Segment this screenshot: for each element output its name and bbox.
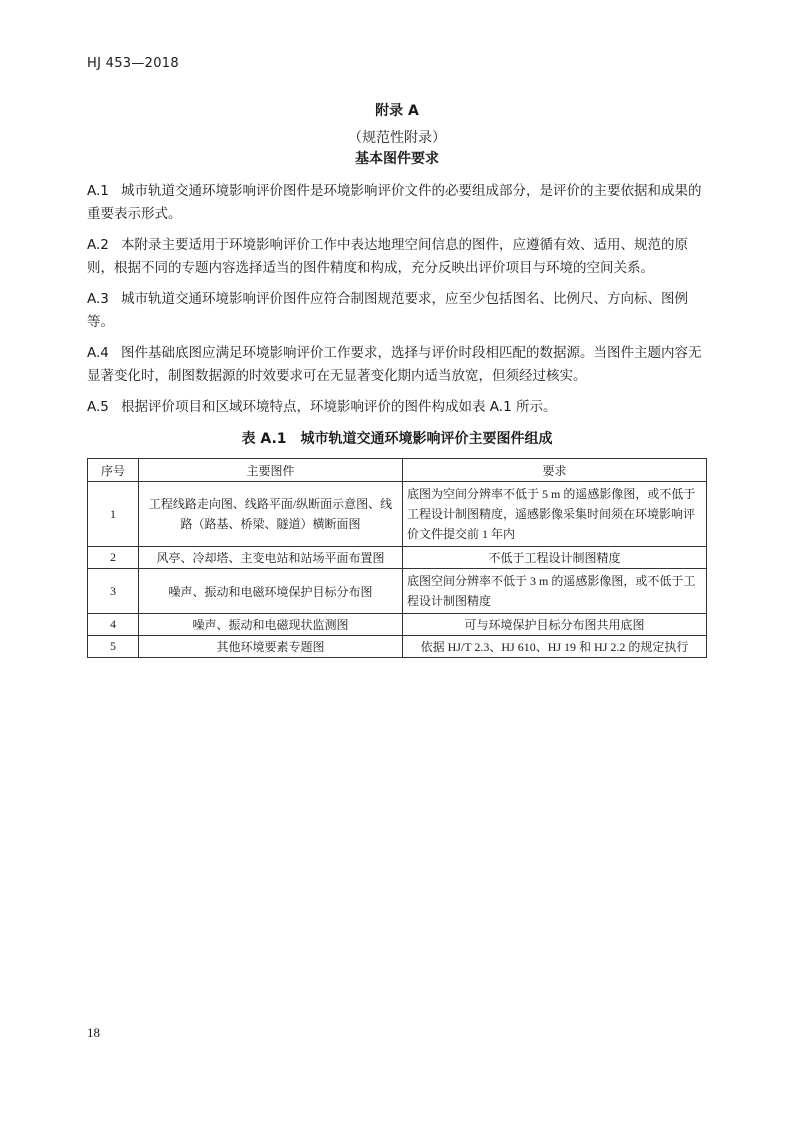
clause-number: A.2 (87, 237, 109, 253)
row-number: 4 (88, 614, 139, 636)
clause-text: 图件基础底图应满足环境影响评价工作要求，选择与评价时段相匹配的数据源。当图件主题内容无显著变化时，制图数据源的时效要求可在无显著变化期内适当放宽，但须经过核实。 (87, 345, 702, 384)
row-number: 3 (88, 569, 139, 614)
table-header-row (88, 459, 707, 482)
clause-number: A.1 (87, 183, 109, 199)
document-code: HJ 453—2018 (87, 56, 179, 71)
appendix-name: 基本图件要求 (355, 151, 439, 167)
row-number: 5 (88, 636, 139, 658)
row-figure: 工程线路走向图、线路平面/纵断面示意图、线路（路基、桥梁、隧道）横断面图 (139, 482, 403, 547)
appendix-type: （规范性附录） (348, 130, 446, 146)
table-row (88, 482, 707, 547)
table-caption: 表 A.1 城市轨道交通环境影响评价主要图件组成 (241, 431, 553, 447)
table-row (88, 614, 707, 636)
row-requirement: 不低于工程设计制图精度 (403, 547, 707, 569)
header-figure: 主要图件 (139, 459, 403, 482)
row-number: 1 (88, 482, 139, 547)
row-number: 2 (88, 547, 139, 569)
row-requirement: 底图空间分辨率不低于 3 m 的遥感影像图，或不低于工程设计制图精度 (403, 569, 707, 614)
row-figure: 其他环境要素专题图 (139, 636, 403, 658)
clause-number: A.4 (87, 345, 109, 361)
row-requirement: 底图为空间分辨率不低于 5 m 的遥感影像图，或不低于工程设计制图精度，遥感影像采集时间须在环境影响评价文件提交前 1 年内 (403, 482, 707, 547)
header-requirement: 要求 (403, 459, 707, 482)
appendix-title: 附录 A (375, 103, 419, 119)
row-figure: 风亭、冷却塔、主变电站和站场平面布置图 (139, 547, 403, 569)
clause-text: 根据评价项目和区域环境特点，环境影响评价的图件构成如表 A.1 所示。 (121, 399, 557, 415)
clause-text: 城市轨道交通环境影响评价图件应符合制图规范要求，应至少包括图名、比例尺、方向标、图例等。 (87, 291, 688, 330)
clause-list (87, 180, 707, 427)
clause-a1 (87, 180, 707, 226)
clause-a2 (87, 234, 707, 280)
row-figure: 噪声、振动和电磁环境保护目标分布图 (139, 569, 403, 614)
clause-a3 (87, 288, 707, 334)
page-number: 18 (87, 1025, 100, 1040)
clause-a4 (87, 342, 707, 388)
clause-text: 本附录主要适用于环境影响评价工作中表达地理空间信息的图件，应遵循有效、适用、规范的原则，根据不同的专题内容选择适当的图件精度和构成，充分反映出评价项目与环境的空间关系。 (87, 237, 688, 276)
row-figure: 噪声、振动和电磁现状监测图 (139, 614, 403, 636)
row-requirement: 可与环境保护目标分布图共用底图 (403, 614, 707, 636)
figure-requirements-table (87, 458, 707, 658)
header-number: 序号 (88, 459, 139, 482)
row-requirement: 依据 HJ/T 2.3、HJ 610、HJ 19 和 HJ 2.2 的规定执行 (403, 636, 707, 658)
clause-text: 城市轨道交通环境影响评价图件是环境影响评价文件的必要组成部分，是评价的主要依据和成果的重要表示形式。 (87, 183, 702, 222)
table-row (88, 636, 707, 658)
clause-number: A.3 (87, 291, 109, 307)
table-row (88, 547, 707, 569)
clause-a5 (87, 396, 707, 419)
clause-number: A.5 (87, 399, 109, 415)
table-row (88, 569, 707, 614)
